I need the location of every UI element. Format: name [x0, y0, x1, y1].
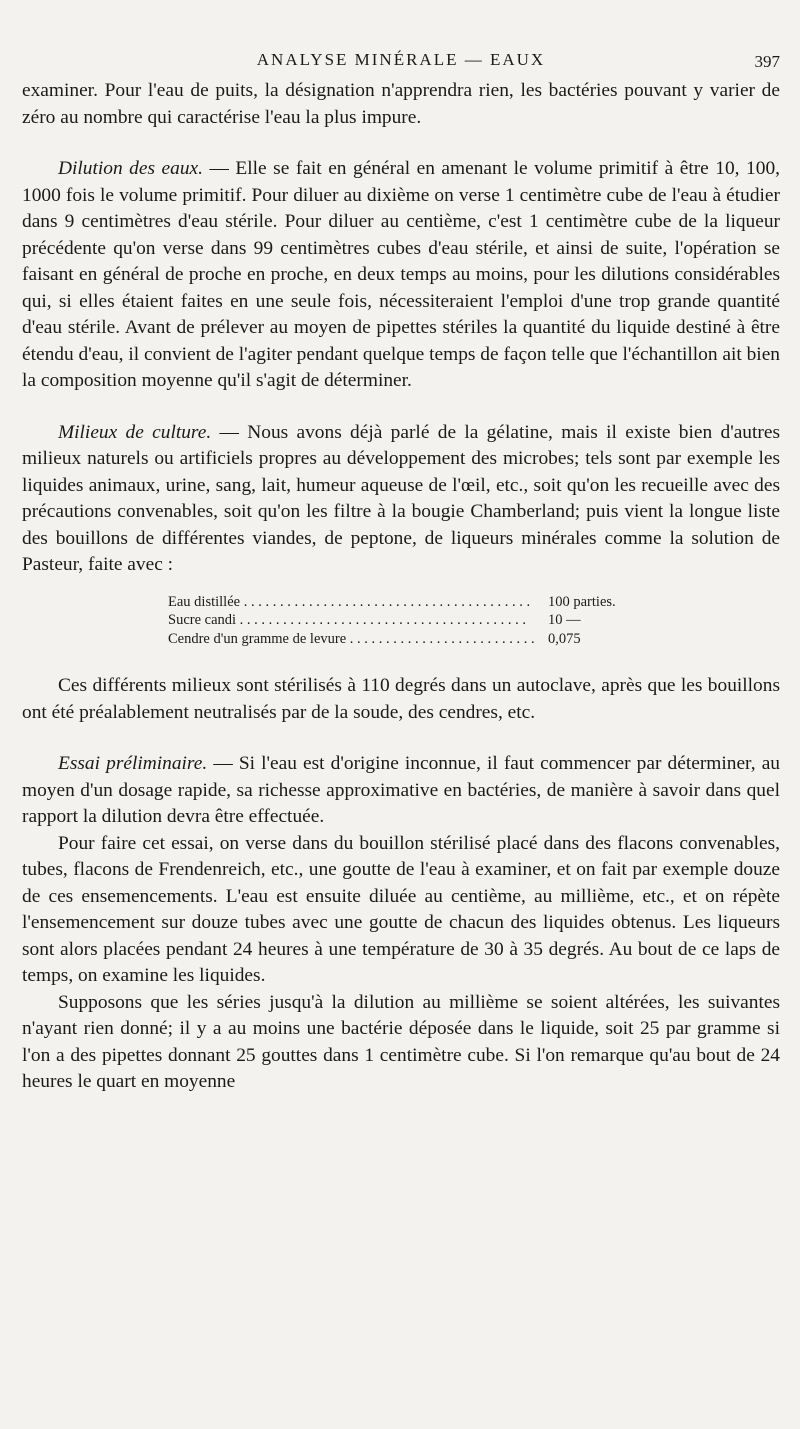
recipe-quantity: 100 parties. [548, 593, 616, 610]
paragraph-sterilisation [22, 673, 780, 726]
paragraph-supposons [22, 990, 780, 1096]
section-lead: Essai préliminaire. [58, 753, 208, 774]
paragraph-text: — Elle se fait en général en amenant le volume primitif à être 10, 100, 1000 fois le volume primitif. Pour diluer au dixième on verse 1 centimètre cube de l'eau à étudier dans 9 centimètres d'eau stérile. Pour diluer au centième, c'est 1 centimètre cube de la liqueur précédente qu'on verse dans 99 centimètres cubes d'eau stérile, et ainsi de suite, l'opération se faisant en général de proche en proche, en deux temps au moins, pour les dilutions considérables qui, si elles étaient faites en une seule fois, nécessiteraient l'emploi d'une trop grande quantité d'eau stérile. Avant de prélever au moyen de pipettes stériles la quantité du liquide destiné à être étendu d'eau, il convient de l'agiter pendant quelque temps de façon telle que l'échantillon ait bien la composition moyenne qu'il s'agit de déterminer. [22, 158, 780, 391]
paragraph-dilution [22, 156, 780, 395]
section-lead: Dilution des eaux. [58, 158, 203, 179]
paragraph-milieux [22, 420, 780, 579]
running-title: ANALYSE MINÉRALE — EAUX [256, 50, 546, 69]
paragraph-text: Supposons que les séries jusqu'à la dilution au millième se soient altérées, les suivantes n'ayant rien donné; il y a au moins une bactérie déposée dans le liquide, soit 25 par gramme si l'on a des pipettes donnant 25 gouttes dans 1 centimètre cube. Si l'on remarque qu'au bout de 24 heures le quart en moyenne [22, 991, 780, 1092]
recipe-ingredient: Eau distillée . . . [168, 593, 538, 612]
page [22, 44, 780, 1096]
paragraph-procedure [22, 831, 780, 990]
recipe-quantity: 10 — [548, 612, 581, 628]
recipe-row [168, 630, 638, 649]
recipe-quantity: 0,075 [548, 630, 581, 647]
recipe-ingredient: Cendre d'un gramme de levure . . . [168, 630, 538, 649]
recipe-row [168, 611, 638, 630]
page-header [22, 44, 780, 78]
paragraph-text: — Si l'eau est d'origine inconnue, il faut commencer par déterminer, au moyen d'un dosage rapide, sa richesse approximative en bactéries, de manière à savoir dans quel rapport la dilution devra être effectuée. [22, 753, 780, 827]
paragraph-text: Ces différents milieux sont stérilisés à 110 degrés dans un autoclave, après que les bouillons ont été préalablement neutralisés par de la soude, des cendres, etc. [22, 675, 780, 723]
recipe-row [168, 593, 638, 612]
paragraph-continuation [22, 78, 780, 131]
page-number: 397 [754, 52, 780, 71]
recipe-table [168, 593, 638, 649]
recipe-ingredient: Sucre candi . . . [168, 611, 538, 630]
section-lead: Milieux de culture. [58, 421, 212, 443]
paragraph-text: — Nous avons déjà parlé de la gélatine, mais il existe bien d'autres milieux naturels ou artificiels propres au développement des microbes; tels sont par exemple les liquides animaux, urine, sang, lait, humeur aqueuse de l'œil, etc., soit qu'on les recueille avec des précautions convenables, soit qu'on les filtre à la bougie Chamberland; puis vient la longue liste des bouillons de différentes viandes, de peptone, de liqueurs minérales comme la solution de Pasteur, faite avec : [22, 421, 780, 575]
paragraph-text: Pour faire cet essai, on verse dans du bouillon stérilisé placé dans des flacons convenables, tubes, flacons de Frendenreich, etc., une goutte de l'eau à examiner, et on fait par exemple douze de ces ensemencements. L'eau est ensuite diluée au centième, au millième, etc., et on répète l'ensemencement sur douze tubes avec une goutte de chacun des liquides obtenus. Les liqueurs sont alors placées pendant 24 heures à une température de 30 à 35 degrés. Au bout de ce laps de temps, on examine les liquides. [22, 832, 780, 986]
paragraph-text: examiner. Pour l'eau de puits, la désignation n'apprendra rien, les bactéries pouvant y varier de zéro au nombre qui caractérise l'eau la plus impure. [22, 80, 780, 128]
paragraph-essai [22, 751, 780, 831]
